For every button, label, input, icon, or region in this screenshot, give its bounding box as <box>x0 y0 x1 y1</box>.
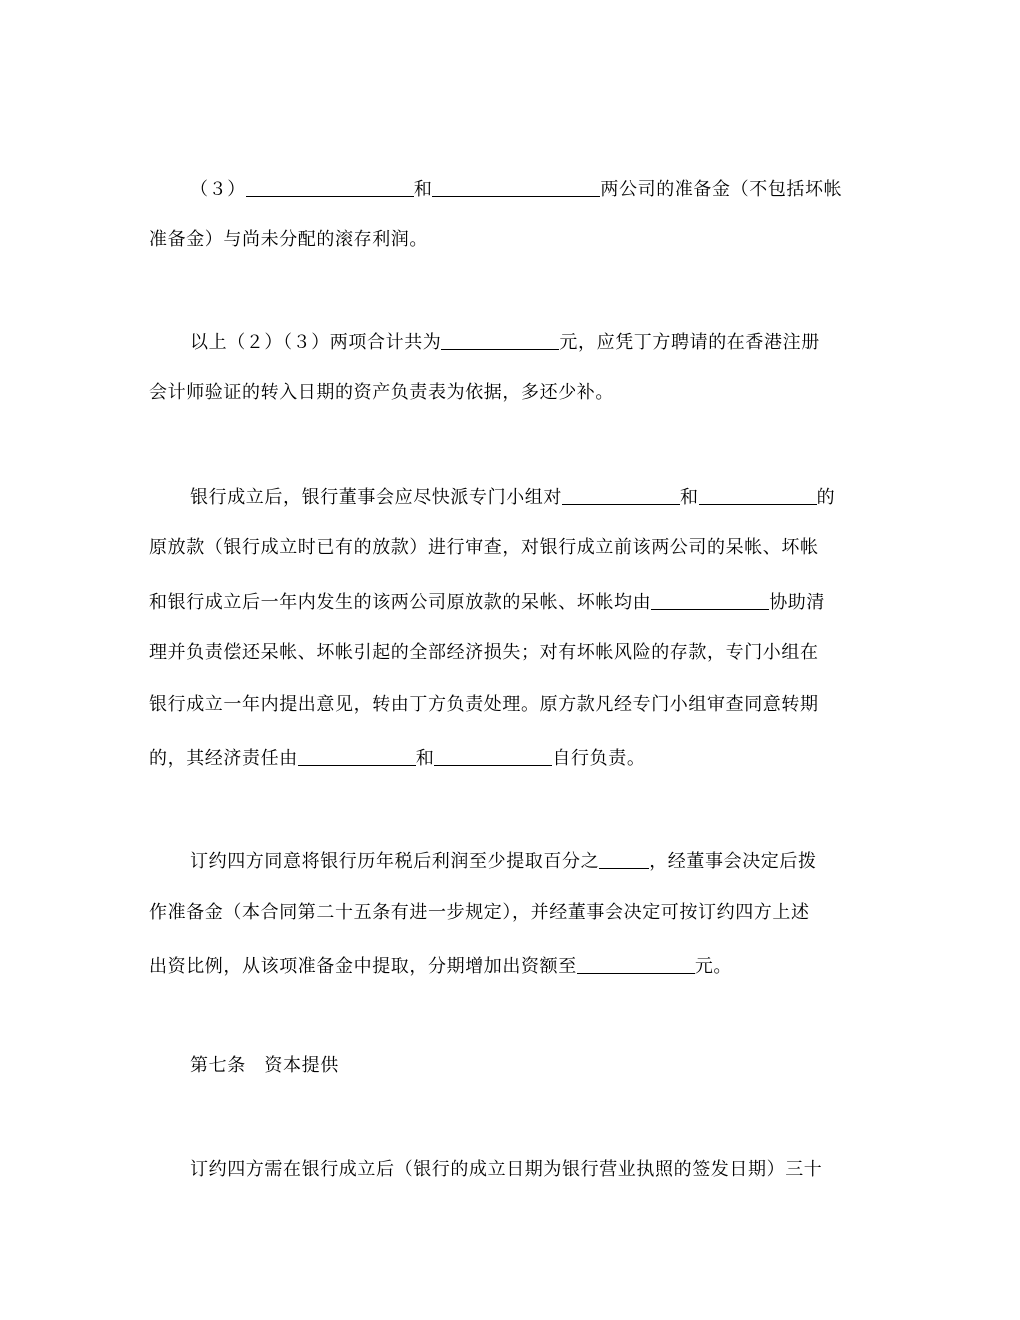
fill-in-blank <box>441 329 559 350</box>
paragraph-4-line-2 <box>149 901 810 925</box>
text-segment: 原放款（银行成立时已有的放款）进行审查，对银行成立前该两公司的呆帐、坏帐 <box>149 537 819 558</box>
fill-in-blank <box>599 848 649 869</box>
paragraph-3-line-4 <box>149 641 819 665</box>
paragraph-3-line-5 <box>149 693 819 717</box>
paragraph-4-line-1 <box>190 848 817 872</box>
text-segment: 以上（２）（３）两项合计共为 <box>190 332 442 353</box>
fill-in-blank <box>298 745 416 766</box>
paragraph-3-line-2 <box>149 536 819 560</box>
paragraph-1-line-2 <box>149 228 428 252</box>
text-segment: 出资比例，从该项准备金中提取，分期增加出资额至 <box>149 956 577 977</box>
section-heading <box>190 1054 339 1078</box>
text-segment: 和银行成立后一年内发生的该两公司原放款的呆帐、坏帐均由 <box>149 592 652 613</box>
text-segment: 银行成立一年内提出意见，转由丁方负责处理。原方款凡经专门小组审查同意转期 <box>149 694 819 715</box>
fill-in-blank <box>651 589 769 610</box>
text-segment: 会计师验证的转入日期的资产负责表为依据，多还少补。 <box>149 382 614 403</box>
text-segment: 理并负责偿还呆帐、坏帐引起的全部经济损失；对有坏帐风险的存款，专门小组在 <box>149 642 819 663</box>
paragraph-2-line-2 <box>149 381 614 405</box>
text-segment: （３） <box>190 179 246 200</box>
text-segment: 订约四方同意将银行历年税后利润至少提取百分之 <box>190 851 600 872</box>
paragraph-3-line-6 <box>149 745 645 769</box>
text-segment: 和 <box>415 748 435 769</box>
fill-in-blank <box>432 176 600 197</box>
text-segment: 协助清 <box>769 592 826 613</box>
paragraph-4-line-3 <box>149 953 732 977</box>
text-segment: 的 <box>816 487 836 508</box>
fill-in-blank <box>434 745 552 766</box>
text-segment: 两公司的准备金（不包括坏帐 <box>600 179 843 200</box>
fill-in-blank <box>699 484 817 505</box>
text-segment: 元。 <box>694 956 733 977</box>
paragraph-1-line-1 <box>190 176 842 200</box>
text-segment: 准备金）与尚未分配的滚存利润。 <box>149 229 428 250</box>
text-segment: 作准备金（本合同第二十五条有进一步规定），并经董事会决定可按订约四方上述 <box>149 902 810 923</box>
text-segment: 元，应凭丁方聘请的在香港注册 <box>559 332 820 353</box>
fill-in-blank <box>562 484 680 505</box>
paragraph-5-line-1 <box>190 1158 822 1182</box>
paragraph-2-line-1 <box>190 329 820 353</box>
text-segment: 自行负责。 <box>552 748 646 769</box>
text-segment: 的，其经济责任由 <box>149 748 298 769</box>
paragraph-3-line-1 <box>190 484 835 508</box>
fill-in-blank <box>246 176 414 197</box>
text-segment: 和 <box>680 487 699 508</box>
text-segment: ，经董事会决定后拨 <box>649 851 817 872</box>
paragraph-3-line-3 <box>149 589 825 613</box>
text-segment: 银行成立后，银行董事会应尽快派专门小组对 <box>190 487 562 508</box>
text-segment: 订约四方需在银行成立后（银行的成立日期为银行营业执照的签发日期）三十 <box>190 1159 823 1180</box>
heading-text: 第七条 资本提供 <box>190 1055 339 1076</box>
text-segment: 和 <box>413 179 433 200</box>
fill-in-blank <box>577 953 695 974</box>
